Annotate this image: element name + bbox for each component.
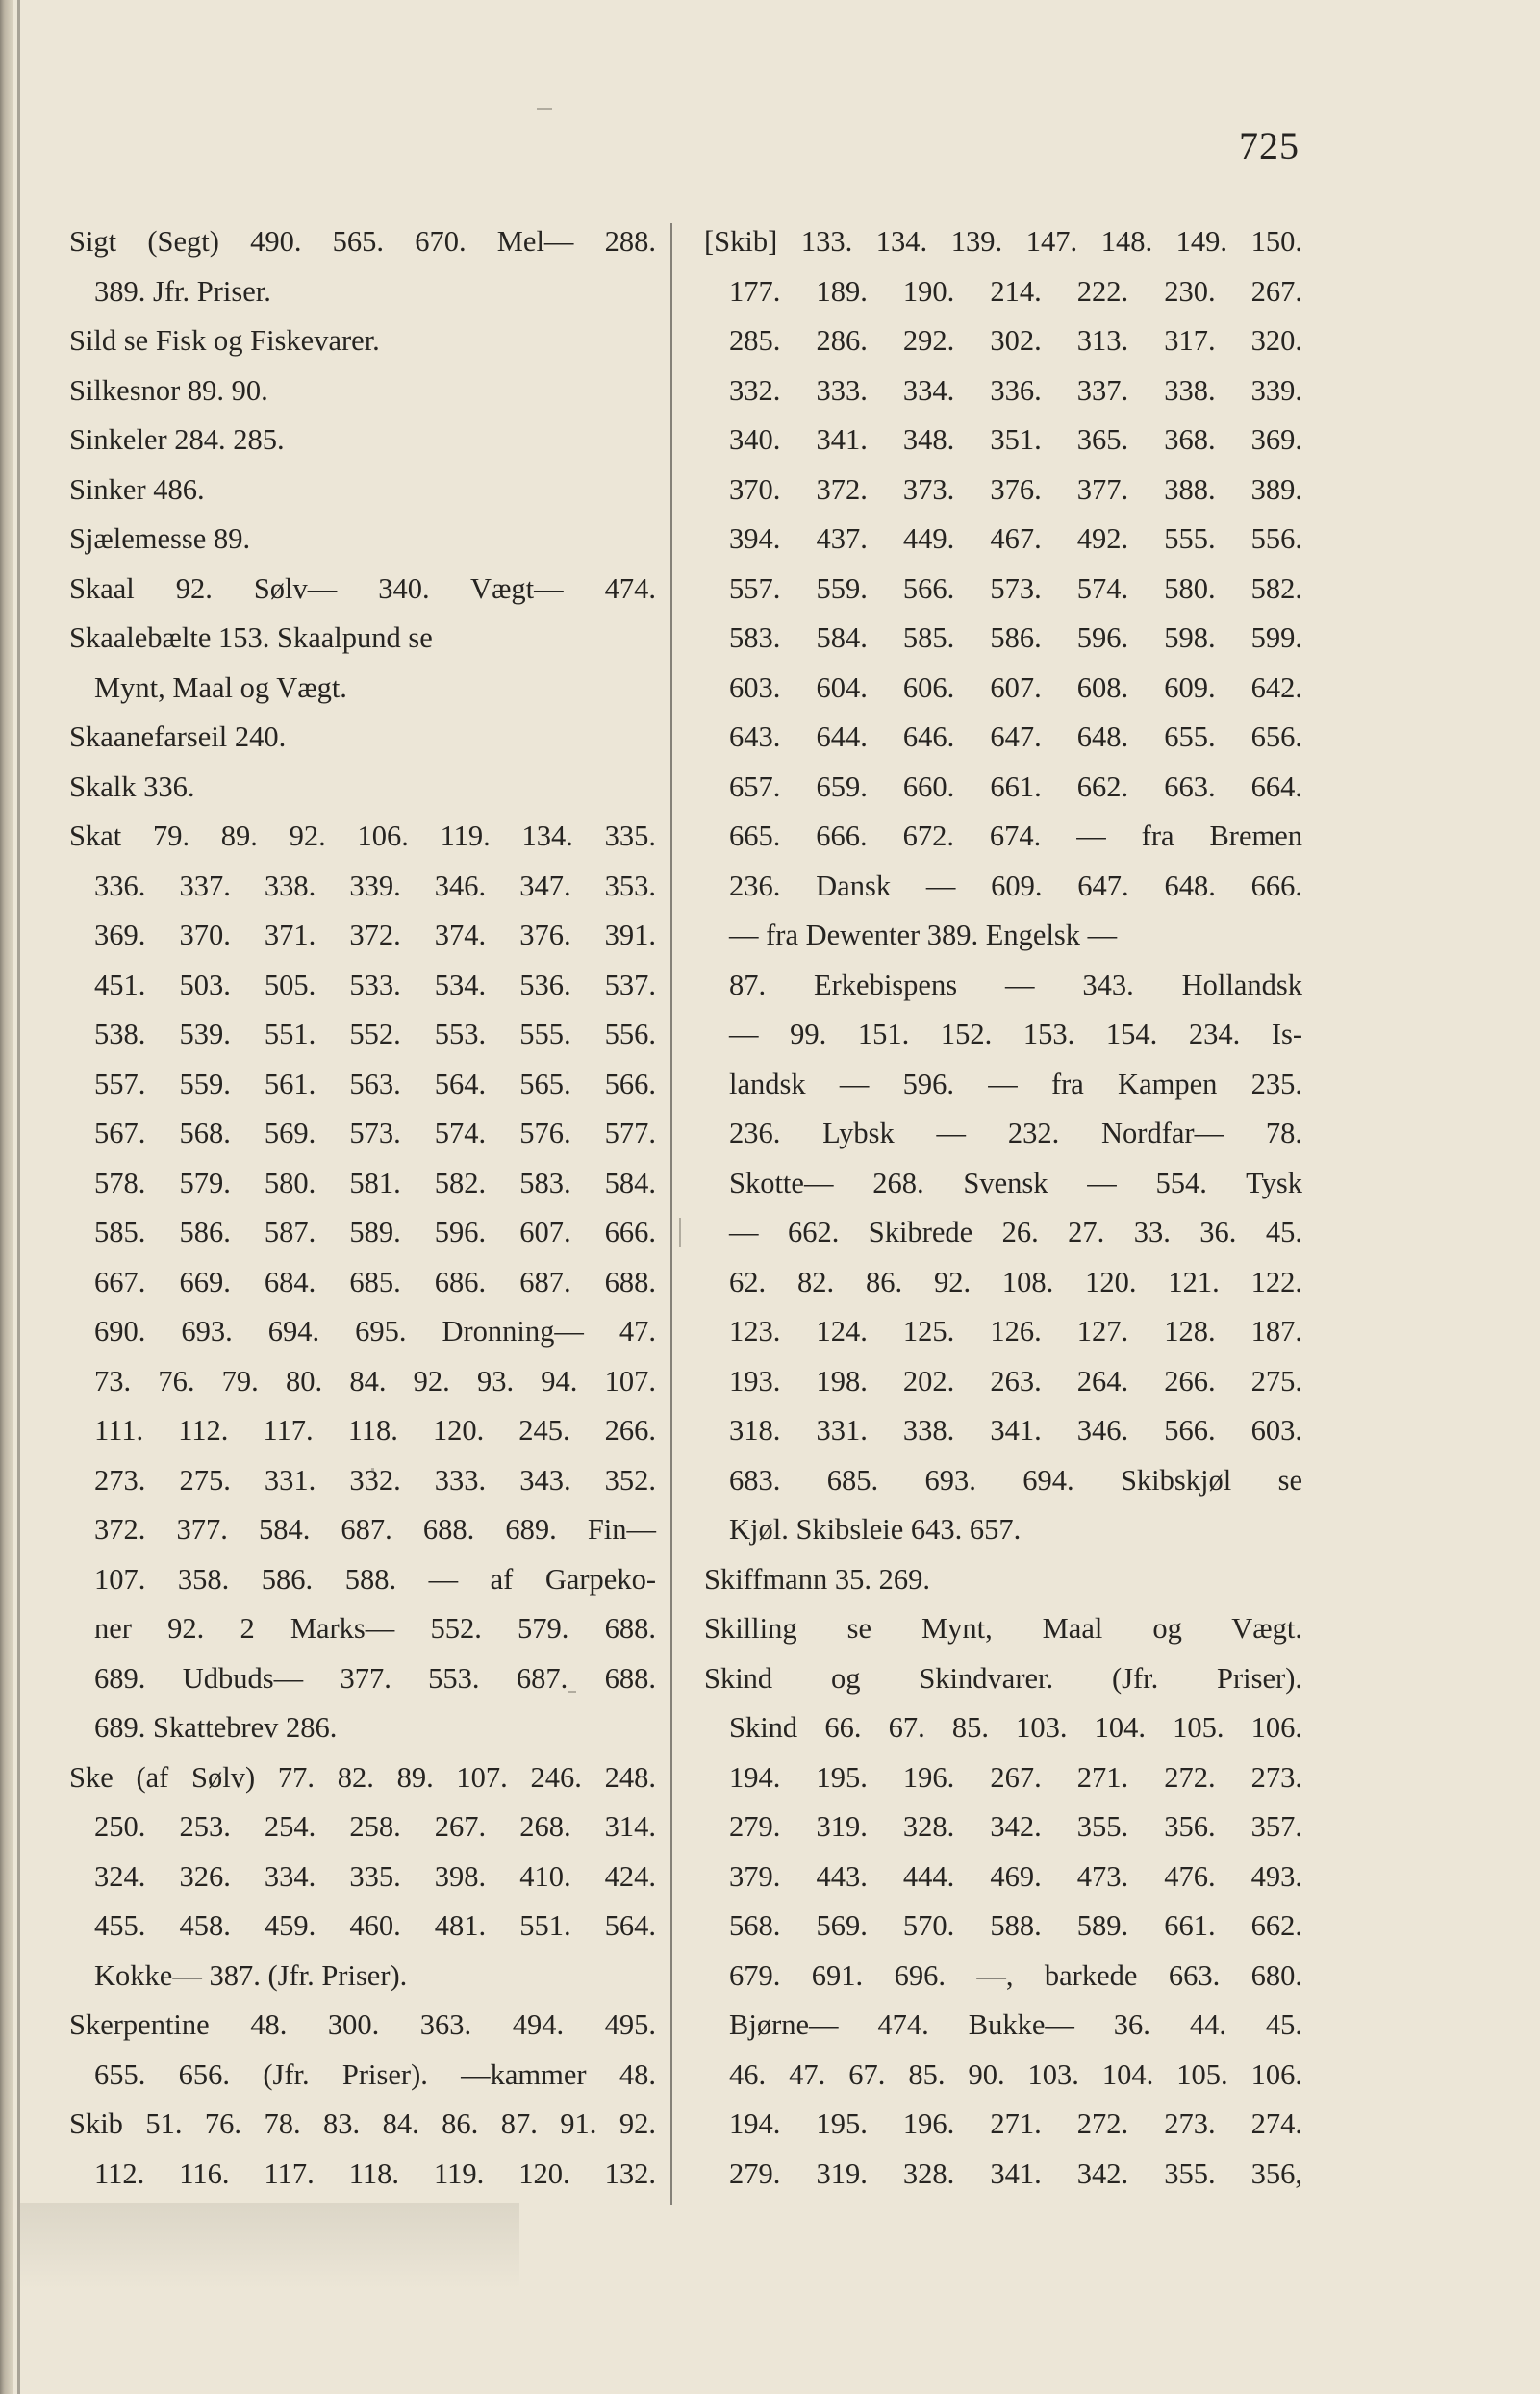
index-line: 643. 644. 646. 647. 648. 655. 656. <box>729 720 1302 753</box>
index-line: Skind 66. 67. 85. 103. 104. 105. 106. <box>729 1711 1302 1744</box>
index-line: [Skib] 133. 134. 139. 147. 148. 149. 150. <box>704 225 1302 258</box>
index-line: — 99. 151. 152. 153. 154. 234. Is- <box>729 1018 1302 1050</box>
index-line: Skiffmann 35. 269. <box>704 1562 930 1596</box>
index-column-left <box>69 217 656 2199</box>
paper-speck <box>371 1468 374 1473</box>
index-line: 603. 604. 606. 607. 608. 609. 642. <box>729 670 1302 704</box>
index-line: ner 92. 2 Marks— 552. 579. 688. <box>94 1612 656 1645</box>
index-line: Skerpentine 48. 300. 363. 494. 495. <box>69 2008 656 2041</box>
index-line: Silkesnor 89. 90. <box>69 373 268 407</box>
index-line: 332. 333. 334. 336. 337. 338. 339. <box>729 373 1302 407</box>
index-line: Skat 79. 89. 92. 106. 119. 134. 335. <box>69 819 656 852</box>
index-line: 250. 253. 254. 258. 267. 268. 314. <box>94 1810 656 1843</box>
index-column-right <box>704 217 1302 2199</box>
index-line: 667. 669. 684. 685. 686. 687. 688. <box>94 1265 656 1298</box>
index-line: 585. 586. 587. 589. 596. 607. 666. <box>94 1216 656 1248</box>
index-line: Skib 51. 76. 78. 83. 84. 86. 87. 91. 92. <box>69 2107 656 2140</box>
index-line: Skotte— 268. Svensk — 554. Tysk <box>729 1166 1302 1199</box>
index-line: 389. Jfr. Priser. <box>94 274 271 308</box>
index-line: 193. 198. 202. 263. 264. 266. 275. <box>729 1364 1302 1398</box>
page-edge-line <box>17 0 20 2394</box>
index-line: 690. 693. 694. 695. Dronning— 47. <box>94 1315 656 1348</box>
index-line: Bjørne— 474. Bukke— 36. 44. 45. <box>729 2008 1302 2041</box>
index-line: Skaanefarseil 240. <box>69 720 287 753</box>
index-line: 279. 319. 328. 342. 355. 356. 357. <box>729 1810 1302 1843</box>
index-line: 657. 659. 660. 661. 662. 663. 664. <box>729 769 1302 803</box>
index-line: Sjælemesse 89. <box>69 522 251 555</box>
index-line: 655. 656. (Jfr. Priser). —kammer 48. <box>94 2057 656 2091</box>
index-line: 451. 503. 505. 533. 534. 536. 537. <box>94 968 656 1001</box>
index-line: Kjøl. Skibsleie 643. 657. <box>729 1513 1022 1546</box>
index-line: Skind og Skindvarer. (Jfr. Priser). <box>704 1661 1302 1695</box>
index-line: 285. 286. 292. 302. 313. 317. 320. <box>729 324 1302 357</box>
index-line: 455. 458. 459. 460. 481. 551. 564. <box>94 1909 656 1942</box>
index-line: Sigt (Segt) 490. 565. 670. Mel— 288. <box>69 225 656 258</box>
index-line: Kokke— 387. (Jfr. Priser). <box>94 1958 408 1992</box>
index-line: 112. 116. 117. 118. 119. 120. 132. <box>94 2156 656 2190</box>
index-line: 107. 358. 586. 588. — af Garpeko- <box>94 1562 656 1596</box>
index-line: landsk — 596. — fra Kampen 235. <box>729 1067 1302 1100</box>
index-line: 273. 275. 331. 332. 333. 343. 352. <box>94 1463 656 1497</box>
index-line: 324. 326. 334. 335. 398. 410. 424. <box>94 1859 656 1893</box>
index-line: 538. 539. 551. 552. 553. 555. 556. <box>94 1018 656 1050</box>
index-line: 665. 666. 672. 674. — fra Bremen <box>729 819 1302 852</box>
index-line: Skilling se Mynt, Maal og Vægt. <box>704 1612 1302 1645</box>
index-line: 369. 370. 371. 372. 374. 376. 391. <box>94 919 656 951</box>
paper-smudge <box>19 2203 519 2289</box>
index-line: 194. 195. 196. 271. 272. 273. 274. <box>729 2107 1302 2140</box>
index-line: 123. 124. 125. 126. 127. 128. 187. <box>729 1315 1302 1348</box>
index-line: 318. 331. 338. 341. 346. 566. 603. <box>729 1414 1302 1447</box>
index-line: 336. 337. 338. 339. 346. 347. 353. <box>94 869 656 902</box>
paper-speck <box>537 108 552 110</box>
index-line: 567. 568. 569. 573. 574. 576. 577. <box>94 1117 656 1149</box>
index-line: 689. Skattebrev 286. <box>94 1711 338 1744</box>
index-line: 111. 112. 117. 118. 120. 245. 266. <box>94 1414 656 1447</box>
page-binding-edge <box>0 0 13 2394</box>
index-line: Skalk 336. <box>69 769 195 803</box>
index-line: 379. 443. 444. 469. 473. 476. 493. <box>729 1859 1302 1893</box>
index-line: 679. 691. 696. —, barkede 663. 680. <box>729 1958 1302 1992</box>
paper-speck <box>568 1691 576 1693</box>
index-line: 62. 82. 86. 92. 108. 120. 121. 122. <box>729 1265 1302 1298</box>
index-line: 557. 559. 561. 563. 564. 565. 566. <box>94 1067 656 1100</box>
index-line: 557. 559. 566. 573. 574. 580. 582. <box>729 571 1302 605</box>
index-line: Skaal 92. Sølv— 340. Vægt— 474. <box>69 571 656 605</box>
column-divider <box>670 223 672 2205</box>
index-line: 370. 372. 373. 376. 377. 388. 389. <box>729 472 1302 506</box>
index-line: Ske (af Sølv) 77. 82. 89. 107. 246. 248. <box>69 1760 656 1794</box>
index-line: — fra Dewenter 389. Engelsk — <box>729 919 1118 951</box>
page-number: 725 <box>1239 124 1300 167</box>
index-line: 689. Udbuds— 377. 553. 687. 688. <box>94 1661 656 1695</box>
index-line: 340. 341. 348. 351. 365. 368. 369. <box>729 423 1302 456</box>
index-line: 683. 685. 693. 694. Skibskjøl se <box>729 1463 1302 1497</box>
index-line: Mynt, Maal og Vægt. <box>94 670 347 704</box>
index-line: 372. 377. 584. 687. 688. 689. Fin— <box>94 1513 656 1546</box>
index-line: 568. 569. 570. 588. 589. 661. 662. <box>729 1909 1302 1942</box>
index-line: 279. 319. 328. 341. 342. 355. 356, <box>729 2156 1302 2190</box>
index-line: 46. 47. 67. 85. 90. 103. 104. 105. 106. <box>729 2057 1302 2091</box>
index-line: 578. 579. 580. 581. 582. 583. 584. <box>94 1166 656 1199</box>
paper-speck <box>679 1218 681 1247</box>
index-line: 583. 584. 585. 586. 596. 598. 599. <box>729 621 1302 654</box>
index-line: Sinkeler 284. 285. <box>69 423 285 456</box>
index-line: 236. Lybsk — 232. Nordfar— 78. <box>729 1117 1302 1149</box>
index-line: Sild se Fisk og Fiskevarer. <box>69 324 380 357</box>
index-line: 394. 437. 449. 467. 492. 555. 556. <box>729 522 1302 555</box>
index-line: 87. Erkebispens — 343. Hollandsk <box>729 968 1302 1001</box>
index-line: Sinker 486. <box>69 472 205 506</box>
index-line: 194. 195. 196. 267. 271. 272. 273. <box>729 1760 1302 1794</box>
index-line: 236. Dansk — 609. 647. 648. 666. <box>729 869 1302 902</box>
index-line: 177. 189. 190. 214. 222. 230. 267. <box>729 274 1302 308</box>
index-line: Skaalebælte 153. Skaalpund se <box>69 621 433 654</box>
index-line: 73. 76. 79. 80. 84. 92. 93. 94. 107. <box>94 1364 656 1398</box>
index-line: — 662. Skibrede 26. 27. 33. 36. 45. <box>729 1216 1302 1248</box>
